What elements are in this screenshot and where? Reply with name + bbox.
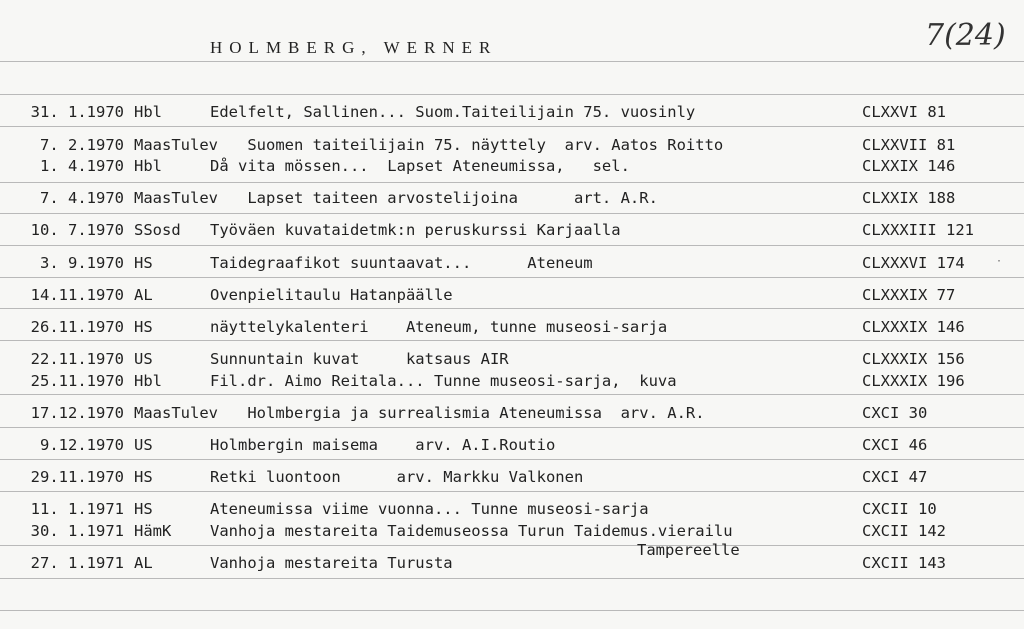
entry-source: Hbl [134,157,162,175]
list-item [0,466,1024,488]
list-item [0,316,1024,338]
row-rule [0,459,1024,460]
row-rule [0,427,1024,428]
list-item [0,284,1024,306]
entry-source: AL [134,554,153,572]
entry-ref: CXCI 46 [862,436,928,454]
entry-text: Sunnuntain kuvat katsaus AIR [210,350,509,368]
entry-source: AL [134,286,153,304]
entry-date: 17.12.1970 [30,404,124,422]
list-item [0,219,1024,241]
list-item [0,370,1024,392]
entry-ref: CXCI 47 [862,468,928,486]
entry-source: HämK [134,522,172,540]
row-rule [0,491,1024,492]
entry-source: HS [134,254,153,272]
entry-ref: CLXXXIX 77 [862,286,956,304]
entry-ref: CLXXXVI 174 [862,254,965,272]
entry-ref: CXCII 142 [862,522,946,540]
entry-ref: CLXXXIX 196 [862,372,965,390]
list-item [0,434,1024,456]
entry-source: US [134,436,153,454]
row-rule [0,277,1024,278]
entry-source: HS [134,318,153,336]
entry-text: Fil.dr. Aimo Reitala... Tunne museosi-sarja, kuva [210,372,677,390]
page-number: 7(24) [925,18,1006,53]
entry-source: US [134,350,153,368]
header-rule [0,61,1024,62]
entry-date: 10. 7.1970 [30,221,124,239]
entry-source: MaasTulev [134,404,218,422]
entry-text: Ovenpielitaulu Hatanpäälle [210,286,453,304]
list-item [0,402,1024,424]
entry-text: Lapset taiteen arvostelijoina art. A.R. [210,189,658,207]
stray-mark: · [996,256,1003,267]
row-rule [0,126,1024,127]
entry-text: Vanhoja mestareita Taidemuseossa Turun Taidemus.vierailu [210,522,733,540]
list-item [0,155,1024,177]
entry-date: 7. 2.1970 [40,136,124,154]
entry-text: Suomen taiteilijain 75. näyttely arv. Aatos Roitto [210,136,724,154]
entry-ref: CLXXXIX 156 [862,350,965,368]
entry-date: 26.11.1970 [30,318,124,336]
entry-source: HS [134,500,153,518]
entry-ref: CLXXXIII 121 [862,221,974,239]
list-item [0,252,1024,274]
entry-source: MaasTulev [134,136,218,154]
entry-date: 30. 1.1971 [30,522,124,540]
entry-text: Edelfelt, Sallinen... Suom.Taiteilijain 75. vuosinly [210,103,696,121]
entry-source: Hbl [134,103,162,121]
entry-ref: CXCII 143 [862,554,946,572]
entry-date: 3. 9.1970 [40,254,124,272]
list-item [0,348,1024,370]
entry-source: SSosd [134,221,181,239]
entry-continuation: Tampereelle [637,541,740,559]
entry-date: 22.11.1970 [30,350,124,368]
list-item [0,498,1024,520]
entry-date: 27. 1.1971 [30,554,124,572]
entry-ref: CXCI 30 [862,404,928,422]
row-rule [0,182,1024,183]
row-rule [0,394,1024,395]
list-item [0,101,1024,123]
list-item [0,134,1024,156]
entry-text: Vanhoja mestareita Turusta [210,554,453,572]
entry-ref: CXCII 10 [862,500,937,518]
entry-date: 29.11.1970 [30,468,124,486]
entry-source: MaasTulev [134,189,218,207]
row-rule [0,308,1024,309]
entry-text: näyttelykalenteri Ateneum, tunne museosi-sarja [210,318,668,336]
list-item [0,520,1024,542]
entry-date: 1. 4.1970 [40,157,124,175]
row-rule [0,340,1024,341]
row-rule [0,545,1024,546]
entry-date: 9.12.1970 [40,436,124,454]
entry-ref: CLXXVII 81 [862,136,956,154]
list-item [0,552,1024,574]
entry-text: Ateneumissa viime vuonna... Tunne museosi-sarja [210,500,649,518]
entry-date: 25.11.1970 [30,372,124,390]
entry-text: Då vita mössen... Lapset Ateneumissa, sel. [210,157,630,175]
row-rule [0,213,1024,214]
row-rule [0,610,1024,611]
entry-text: Retki luontoon arv. Markku Valkonen [210,468,584,486]
entry-date: 7. 4.1970 [40,189,124,207]
entry-date: 14.11.1970 [30,286,124,304]
row-rule [0,94,1024,95]
entry-ref: CLXXXIX 146 [862,318,965,336]
entry-source: Hbl [134,372,162,390]
entry-text: Taidegraafikot suuntaavat... Ateneum [210,254,593,272]
entry-text: Holmbergin maisema arv. A.I.Routio [210,436,556,454]
entry-ref: CLXXIX 188 [862,189,956,207]
entry-ref: CLXXIX 146 [862,157,956,175]
row-rule [0,245,1024,246]
entry-source: HS [134,468,153,486]
entry-date: 31. 1.1970 [30,103,124,121]
card-title: HOLMBERG, WERNER [210,38,498,57]
row-rule [0,578,1024,579]
entry-date: 11. 1.1971 [30,500,124,518]
entry-text: Työväen kuvataidetmk:n peruskurssi Karjaalla [210,221,621,239]
entry-text: Holmbergia ja surrealismia Ateneumissa arv. A.R. [210,404,705,422]
list-item [0,187,1024,209]
entry-ref: CLXXVI 81 [862,103,946,121]
